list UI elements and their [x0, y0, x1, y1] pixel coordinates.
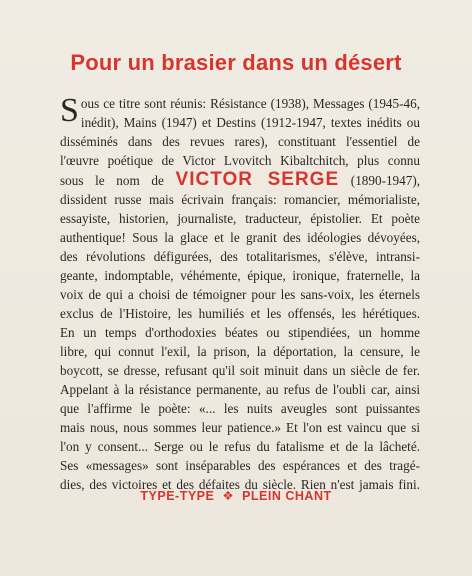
blurb-line: exclus de l'Histoire, les humiliés et les offensés, les hérétiques.	[60, 306, 420, 321]
blurb-line: libre, qui connut l'exil, la prison, la déportation, la censure, le	[60, 344, 420, 359]
author-name: VICTOR SERGE	[175, 169, 340, 190]
blurb-line: dies, des victoires et des défaites du siècle. Rien n'est jamais fini.	[60, 477, 420, 492]
blurb-line: authentique! Sous la glace et le granit des idéologies dévoyées,	[60, 230, 420, 245]
blurb-line: disséminés dans des revues rares), constituant l'essentiel de	[60, 134, 420, 149]
drop-cap: S	[60, 92, 79, 129]
blurb-line: boycott, se dresse, refusant qu'il soit minuit dans un siècle de fer.	[60, 363, 420, 378]
blurb-line: ous ce titre sont réunis: Résistance (1938), Messages (1945-46,	[80, 96, 420, 111]
blurb-line: l'on y consent... Serge ou le refus du fatalisme et de la lâcheté.	[60, 439, 420, 454]
blurb-line: voix de qui a choisi de témoigner pour les sans-voix, les éternels	[60, 287, 420, 302]
blurb-line: essayiste, historien, journaliste, traducteur, épistolier. Et poète	[60, 211, 420, 226]
blurb-line: Ses «messages» sont inséparables des espérances et des tragé-	[60, 458, 420, 473]
blurb-line-author	[60, 170, 420, 190]
publisher-name: PLEIN CHANT	[242, 489, 332, 503]
publisher-name: TYPE-TYPE	[140, 489, 215, 503]
blurb-line: que l'affirme le poète: «... les nuits aveugles sont puissantes	[60, 401, 420, 416]
blurb-line: geante, indomptable, véhémente, épique, ironique, fraternelle, la	[60, 268, 420, 283]
blurb-line: des révolutions défigurées, des totalitarismes, s'élève, intransi-	[60, 249, 420, 264]
blurb-line: dissident russe mais écrivain français: romancier, mémorialiste,	[60, 192, 420, 207]
blurb-line: mais nous, nous sommes leur patience.» Et l'on est vaincu que si	[60, 420, 420, 435]
blurb-line: l'œuvre poétique de Victor Lvovitch Kibaltchitch, plus connu	[60, 153, 420, 168]
blurb-text	[60, 94, 420, 494]
blurb-line: inédit), Mains (1947) et Destins (1912-1947, textes inédits ou	[80, 115, 420, 130]
fleuron-icon: ❖	[222, 489, 235, 503]
blurb-line: En un temps d'orthodoxies béates ou stipendiées, un homme	[60, 325, 420, 340]
cover-title: Pour un brasier dans un désert	[70, 50, 402, 75]
blurb-text-fragment: (1890-1947),	[350, 173, 421, 188]
blurb-line: Appelant à la résistance permanente, au refus de l'oubli car, ainsi	[60, 382, 420, 397]
blurb-text-fragment: sous le nom de	[60, 173, 164, 188]
publisher-footer	[0, 488, 472, 503]
